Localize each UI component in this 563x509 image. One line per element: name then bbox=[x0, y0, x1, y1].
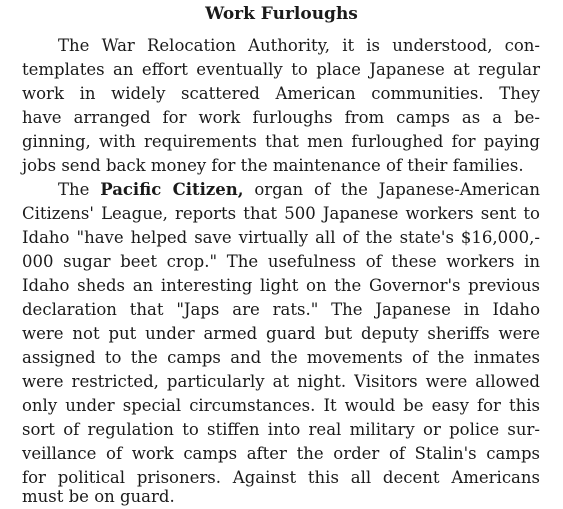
publication-name: Pacific Citizen, bbox=[100, 180, 244, 199]
text-line: have arranged for work furloughs from camps as a be- bbox=[22, 108, 540, 127]
text-line: The War Relocation Authority, it is understood, con- bbox=[58, 36, 540, 55]
text-line: must be on guard. bbox=[22, 487, 175, 506]
text-line: veillance of work camps after the order of Stalin's camps bbox=[22, 444, 540, 463]
text-line: Idaho sheds an interesting light on the Governor's previous bbox=[22, 276, 540, 295]
text-line: were restricted, particularly at night. Visitors were allowed bbox=[22, 372, 540, 391]
text-line: Citizens' League, reports that 500 Japanese workers sent to bbox=[22, 204, 540, 223]
text-line: ginning, with requirements that men furloughed for paying bbox=[22, 132, 540, 151]
article-title: Work Furloughs bbox=[205, 4, 358, 24]
text-fragment: The bbox=[58, 180, 101, 199]
text-line: templates an effort eventually to place Japanese at regular bbox=[22, 60, 540, 79]
text-line: sort of regulation to stiffen into real military or police sur- bbox=[22, 420, 540, 439]
text-line: 000 sugar beet crop." The usefulness of these workers in bbox=[22, 252, 540, 271]
text-line: for political prisoners. Against this all decent Americans bbox=[22, 468, 540, 487]
text-line: were not put under armed guard but deputy sheriffs were bbox=[22, 324, 540, 343]
text-line: declaration that "Japs are rats." The Japanese in Idaho bbox=[22, 300, 540, 319]
text-line: work in widely scattered American communities. They bbox=[22, 84, 540, 103]
text-line bbox=[58, 178, 540, 202]
text-line: only under special circumstances. It would be easy for this bbox=[22, 396, 540, 415]
text-fragment: organ of the Japanese-American bbox=[243, 180, 540, 199]
text-line: jobs send back money for the maintenance of their families. bbox=[22, 156, 524, 175]
text-line: Idaho "have helped save virtually all of the state's $16,000,- bbox=[22, 228, 540, 247]
text-line: assigned to the camps and the movements of the inmates bbox=[22, 348, 540, 367]
